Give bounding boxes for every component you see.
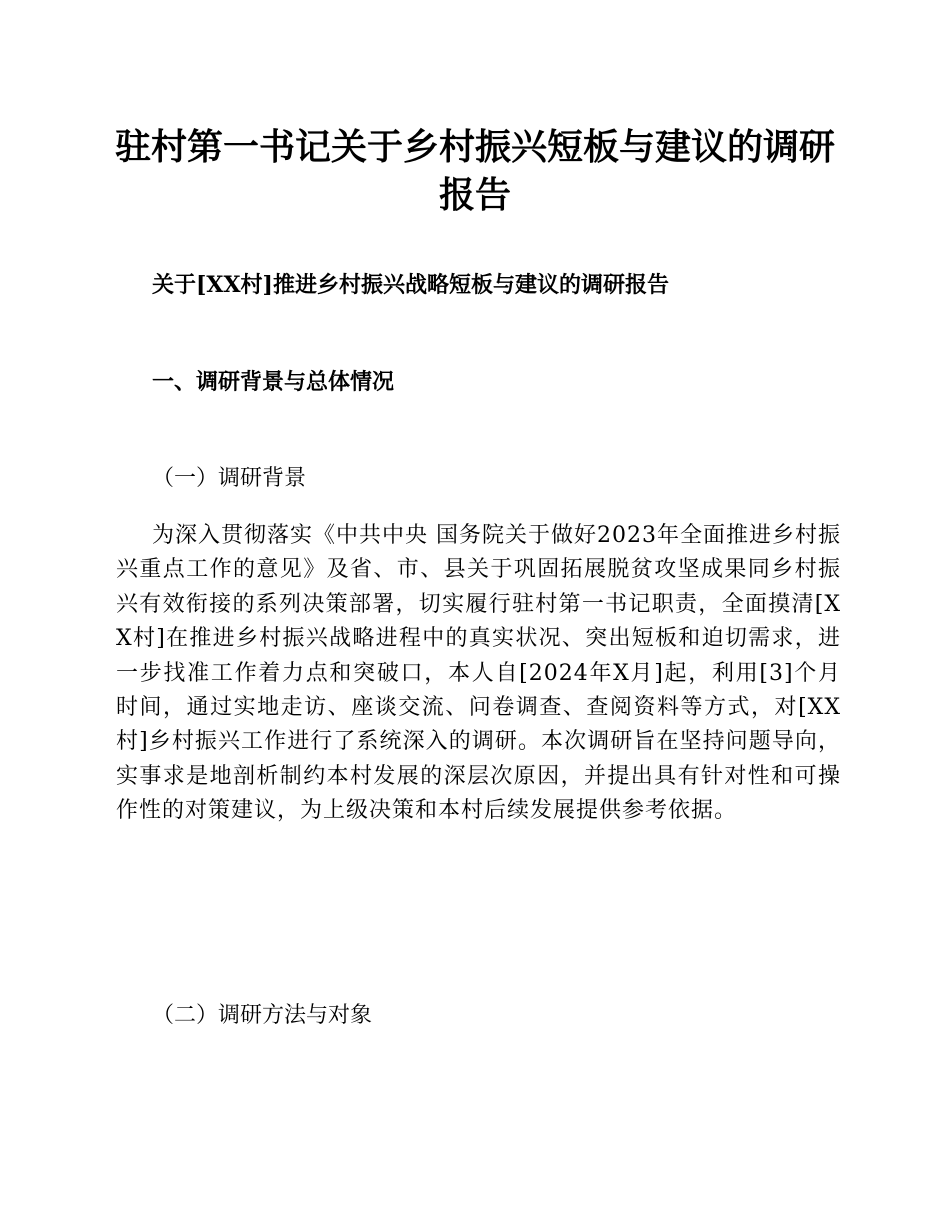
document-subtitle: 关于[XX村]推进乡村振兴战略短板与建议的调研报告 xyxy=(152,272,669,298)
section-heading-background: 一、调研背景与总体情况 xyxy=(152,369,395,395)
subsection-heading-methods-subjects: （二）调研方法与对象 xyxy=(152,1003,373,1028)
subsection-heading-research-background: （一）调研背景 xyxy=(152,466,307,491)
body-paragraph-research-background: 为深入贯彻落实《中共中央 国务院关于做好2023年全面推进乡村振兴重点工作的意见》及省、市、县关于巩固拓展脱贫攻坚成果同乡村振兴有效衔接的系列决策部署，切实履行驻村第一书记职责，全面摸清[XX村]在推进乡村振兴战略进程中的真实状况、突出短板和迫切需求，进一步找准工作着力点和突破口，本人自[2024年X月]起，利用[3]个月时间，通过实地走访、座谈交流、问卷调查、查阅资料等方式，对[XX村]乡村振兴工作进行了系统深入的调研。本次调研旨在坚持问题导向，实事求是地剖析制约本村发展的深层次原因，并提出具有针对性和可操作性的对策建议，为上级决策和本村后续发展提供参考依据。 xyxy=(116,523,841,824)
document-title: 驻村第一书记关于乡村振兴短板与建议的调研报告 xyxy=(114,127,835,216)
